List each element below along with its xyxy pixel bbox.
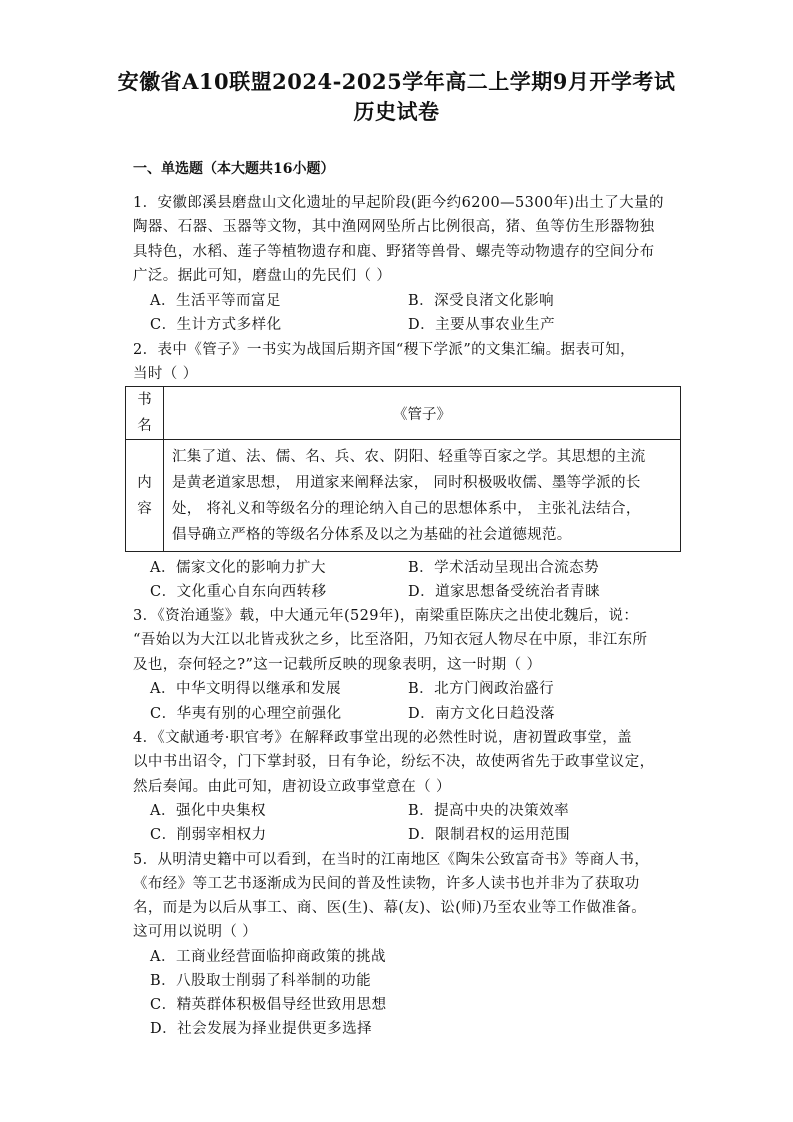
q4-stem-line: 然后奏闻。由此可知，唐初设立政事堂意在（ ） [133, 779, 451, 795]
q5-stem-line: 名，而是为以后从事工、商、医(生)、幕(友)、讼(师)乃至农业等工作做准备。 [133, 900, 647, 916]
q1-option-b: B．深受良渚文化影响 [408, 293, 555, 309]
q2-option-d: D．道家思想备受统治者青睐 [408, 584, 601, 600]
q3-option-a: A．中华文明得以继承和发展 [150, 681, 341, 697]
q1-stem-line: 广泛。据此可知，磨盘山的先民们（ ） [133, 268, 392, 284]
q5-option-d: D．社会发展为择业提供更多选择 [150, 1021, 373, 1037]
q1-stem-line: 1．安徽郎溪县磨盘山文化遗址的早起阶段(距今约6200—5300年)出土了大量的 [133, 195, 664, 211]
q3-option-d: D．南方文化日趋没落 [408, 706, 556, 722]
q5-stem-line: 5．从明清史籍中可以看到，在当时的江南地区《陶朱公致富奇书》等商人书， [133, 852, 650, 868]
q3-stem-line: 及也，奈何轻之?”这一记载所反映的现象表明，这一时期（ ） [133, 657, 542, 673]
q2-stem-line: 2．表中《管子》一书实为战国后期齐国“稷下学派”的文集汇编。据表可知， [133, 342, 636, 358]
q5-option-c: C．精英群体积极倡导经世致用思想 [150, 997, 387, 1013]
q2-option-c: C．文化重心自东向西转移 [150, 584, 327, 600]
table-book-name-value: 《管子》 [164, 387, 681, 440]
q4-option-b: B．提高中央的决策效率 [408, 803, 570, 819]
exam-title-line1: 安徽省A10联盟2024-2025学年高二上学期9月开学考试 [117, 69, 676, 94]
q4-option-c: C．削弱宰相权力 [150, 827, 267, 843]
q1-option-c: C．生计方式多样化 [150, 317, 282, 333]
q3-stem-line: “吾始以为大江以北皆戎狄之乡，比至洛阳，乃知衣冠人物尽在中原，非江东所 [133, 632, 648, 648]
table-header-content: 内 容 [126, 440, 164, 552]
q4-option-a: A．强化中央集权 [150, 803, 266, 819]
table-header-book-name: 书 名 [126, 387, 164, 440]
q1-stem-line: 陶器、石器、玉器等文物，其中渔网网坠所占比例很高，猪、鱼等仿生形器物独 [133, 219, 655, 235]
q2-option-b: B．学术活动呈现出合流态势 [408, 560, 600, 576]
table-content-text: 汇集了道、法、儒、名、兵、农、阴阳、轻重等百家之学。其思想的主流 是黄老道家思想， 用道家来阐释法家， 同时积极吸收儒、墨等学派的长 处， 将礼义和等级名分的理论纳入自己的思想体系中， 主张礼法结合， 倡导确立严格的等级名分体系及以之为基础的社会道德规范。 [164, 440, 681, 552]
q2-table [125, 386, 681, 552]
q1-stem-line: 具特色，水稻、莲子等植物遗存和鹿、野猪等兽骨、螺壳等动物遗存的空间分布 [133, 244, 655, 260]
q1-option-d: D．主要从事农业生产 [408, 317, 556, 333]
section-heading: 一、单选题（本大题共16小题） [133, 161, 335, 177]
q5-stem-line: 这可用以说明（ ） [133, 924, 258, 940]
q4-option-d: D．限制君权的运用范围 [408, 827, 571, 843]
q1-option-a: A．生活平等而富足 [150, 293, 281, 309]
q3-option-b: B．北方门阀政治盛行 [408, 681, 555, 697]
q4-stem-line: 4．《文献通考·职官考》在解释政事堂出现的必然性时说，唐初置政事堂，盖 [133, 730, 633, 746]
q5-option-b: B．八股取士削弱了科举制的功能 [150, 973, 372, 989]
q3-option-c: C．华夷有别的心理空前强化 [150, 706, 342, 722]
q3-stem-line: 3．《资治通鉴》载，中大通元年(529年)，南梁重臣陈庆之出使北魏后，说： [133, 608, 639, 624]
q5-stem-line: 《布经》等工艺书逐渐成为民间的普及性读物，许多人读书也并非为了获取功 [133, 876, 640, 892]
q5-option-a: A．工商业经营面临抑商政策的挑战 [150, 949, 386, 965]
q2-stem-line: 当时（ ） [133, 366, 198, 382]
exam-title-line2: 历史试卷 [353, 99, 440, 124]
q2-option-a: A．儒家文化的影响力扩大 [150, 560, 326, 576]
q4-stem-line: 以中书出诏令，门下掌封驳，日有争论，纷纭不决，故使两省先于政事堂议定， [133, 754, 655, 770]
